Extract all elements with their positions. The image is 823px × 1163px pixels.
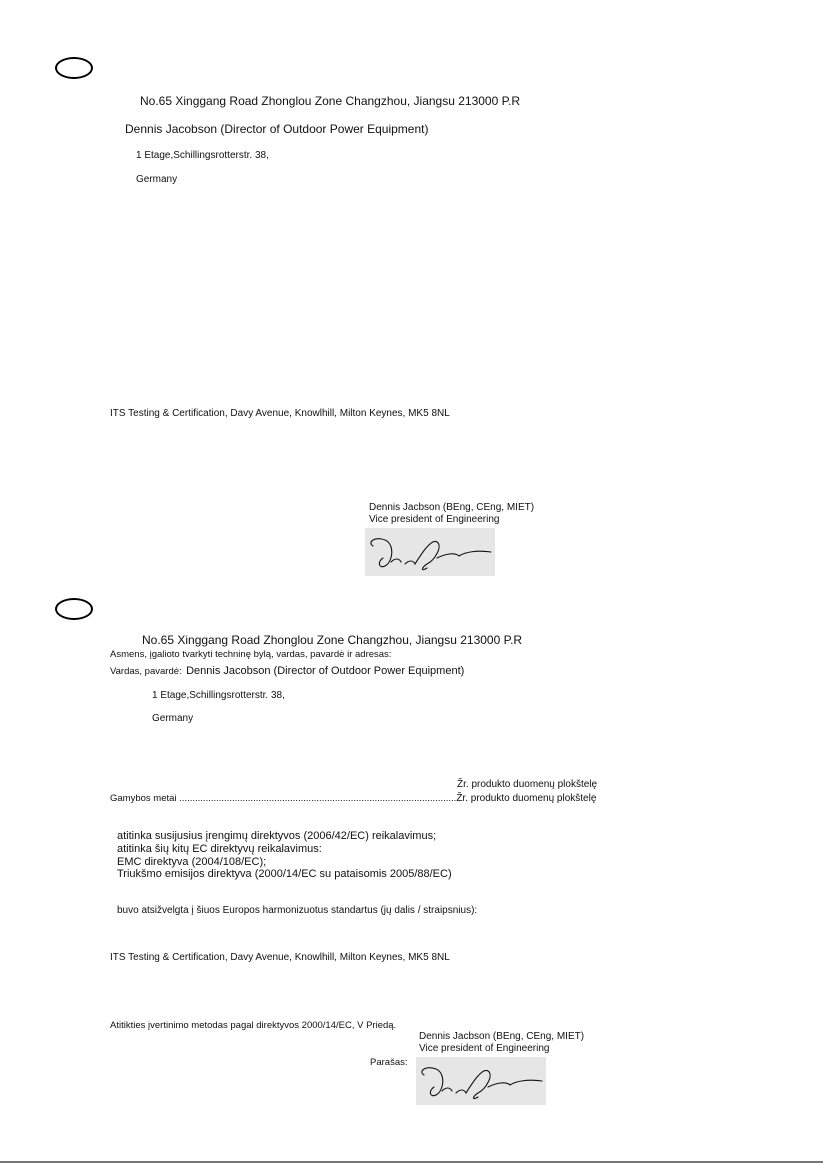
responsible-person: Dennis Jacobson (Director of Outdoor Power Equipment) bbox=[125, 122, 429, 136]
signature-scribble-icon bbox=[365, 528, 495, 576]
representative-street: 1 Etage,Schillingsrotterstr. 38, bbox=[152, 690, 285, 701]
tech-file-label: Asmens, įgalioto tvarkyti techninę bylą, vardas, pavardė ir adresas: bbox=[110, 649, 392, 660]
signer-title: Vice president of Engineering bbox=[369, 514, 500, 525]
conformity-line-3: EMC direktyva (2004/108/EC); bbox=[117, 856, 267, 868]
conformity-line-4: Triukšmo emisijos direktyva (2000/14/EC su pataisomis 2005/88/EC) bbox=[117, 868, 452, 880]
signature-image bbox=[416, 1057, 546, 1105]
language-badge-oval bbox=[55, 598, 93, 620]
signer-title: Vice president of Engineering bbox=[419, 1043, 550, 1054]
production-year-row bbox=[110, 794, 596, 804]
representative-street: 1 Etage,Schillingsrotterstr. 38, bbox=[136, 150, 269, 161]
responsible-person-row bbox=[110, 662, 464, 678]
manufacturer-address: No.65 Xinggang Road Zhonglou Zone Changzhou, Jiangsu 213000 P.R bbox=[140, 94, 521, 108]
production-year-value: Žr. produkto duomenų plokštelę bbox=[456, 793, 597, 804]
harmonized-standards-label: buvo atsižvelgta į šiuos Europos harmonizuotus standartus (jų dalis / straipsnius): bbox=[117, 905, 478, 916]
signature-scribble-icon bbox=[416, 1057, 546, 1105]
signature-label: Parašas: bbox=[370, 1057, 408, 1068]
production-year-label: Gamybos metai bbox=[110, 793, 177, 804]
notified-body: ITS Testing & Certification, Davy Avenue, Knowlhill, Milton Keynes, MK5 8NL bbox=[110, 408, 450, 419]
language-badge-oval bbox=[55, 57, 93, 79]
signature-image bbox=[365, 528, 495, 576]
signer-name: Dennis Jacbson (BEng, CEng, MIET) bbox=[419, 1031, 585, 1042]
notified-body: ITS Testing & Certification, Davy Avenue, Knowlhill, Milton Keynes, MK5 8NL bbox=[110, 952, 450, 963]
manufacturer-address: No.65 Xinggang Road Zhonglou Zone Changzhou, Jiangsu 213000 P.R bbox=[142, 633, 523, 647]
name-label: Vardas, pavardė: bbox=[110, 666, 182, 677]
signer-name: Dennis Jacbson (BEng, CEng, MIET) bbox=[369, 502, 535, 513]
conformity-line-2: atitinka šių kitų EC direktyvų reikalavimus: bbox=[117, 843, 322, 855]
production-year-dots: ......................................................................................................... bbox=[179, 793, 457, 804]
representative-country: Germany bbox=[152, 713, 194, 724]
data-plate-reference: Žr. produkto duomenų plokštelę bbox=[457, 779, 598, 790]
assessment-method: Atitikties įvertinimo metodas pagal direktyvos 2000/14/EC, V Priedą. bbox=[110, 1020, 397, 1031]
representative-country: Germany bbox=[136, 174, 178, 185]
responsible-person: Dennis Jacobson (Director of Outdoor Power Equipment) bbox=[186, 665, 465, 677]
conformity-line-1: atitinka susijusius įrengimų direktyvos (2006/42/EC) reikalavimus; bbox=[117, 830, 437, 842]
